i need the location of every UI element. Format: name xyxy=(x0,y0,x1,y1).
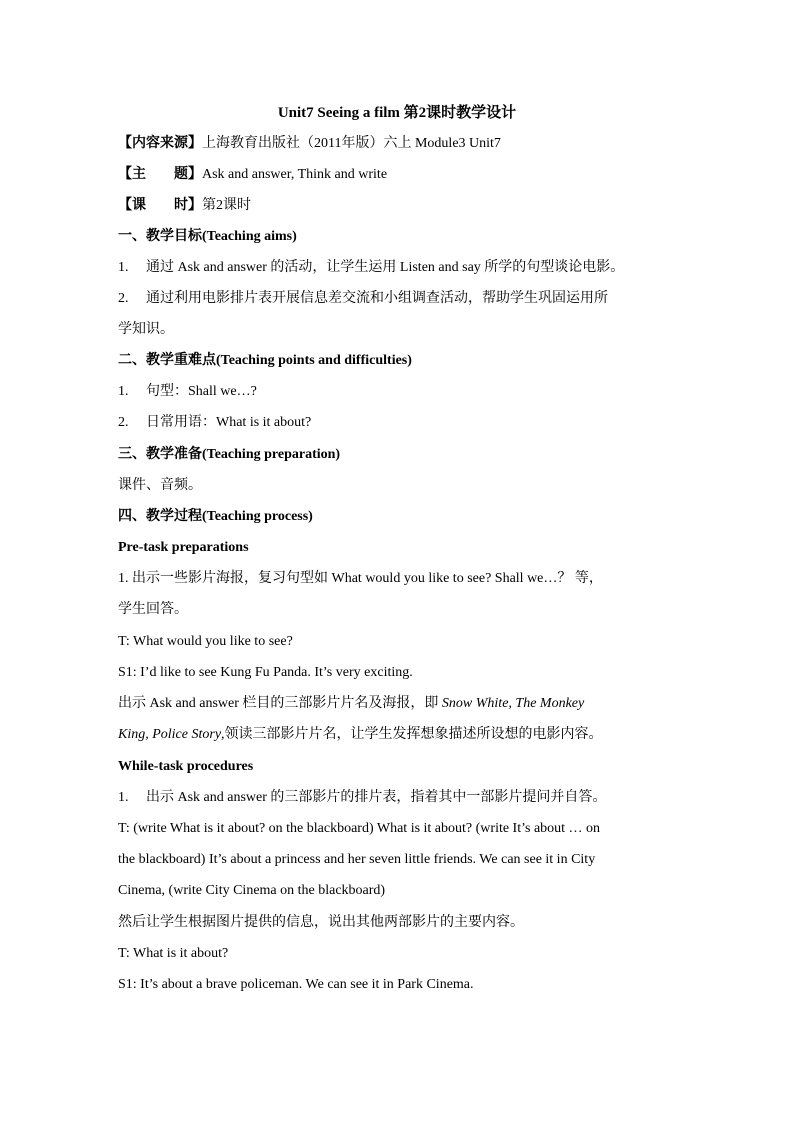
section1-item2-cont: 学知识。 xyxy=(118,322,174,337)
pre-task-student-line: S1: I’d like to see Kung Fu Panda. It’s very exciting. xyxy=(118,665,413,680)
section1-item2 xyxy=(118,289,608,309)
section2-item1 xyxy=(118,382,257,402)
item-number: 2. xyxy=(118,291,129,306)
period-label: 【课 时】 xyxy=(118,198,202,213)
item-text: 通过利用电影排片表开展信息差交流和小组调查活动，帮助学生巩固运用所 xyxy=(146,291,608,306)
meta-source xyxy=(118,134,501,154)
item-number: 1. xyxy=(118,790,129,805)
pre-task-step1-cont: 学生回答。 xyxy=(118,602,188,617)
meta-period xyxy=(118,196,251,216)
pre-task-step1: 1. 出示一些影片海报，复习句型如 What would you like to see? Shall we…？ 等， xyxy=(118,571,603,586)
period-value: 第2课时 xyxy=(202,198,251,213)
while-task-teacher-2: the blackboard) It’s about a princess and her seven little friends. We can see it in City xyxy=(118,852,596,867)
pre-task-paragraph-cont xyxy=(118,725,603,745)
while-task-heading: While-task procedures xyxy=(118,759,254,774)
source-label: 【内容来源】 xyxy=(118,136,202,151)
item-text: 日常用语：What is it about? xyxy=(146,415,312,430)
section3-heading: 三、教学准备(Teaching preparation) xyxy=(118,447,341,462)
section1-item1 xyxy=(118,258,624,278)
topic-label: 【主 题】 xyxy=(118,167,202,182)
pre-task-teacher-line: T: What would you like to see? xyxy=(118,634,293,649)
while-task-teacher-1: T: (write What is it about? on the blackboard) What is it about? (write It’s about … on xyxy=(118,821,601,836)
source-value: 上海教育出版社（2011年版）六上 Module3 Unit7 xyxy=(202,136,501,151)
item-text: 出示 Ask and answer 的三部影片的排片表，指着其中一部影片提问并自答。 xyxy=(146,790,607,805)
film-titles: King, Police Story xyxy=(118,727,222,742)
section2-heading: 二、教学重难点(Teaching points and difficulties) xyxy=(118,353,412,368)
topic-value: Ask and answer, Think and write xyxy=(202,167,388,182)
item-text: 通过 Ask and answer 的活动，让学生运用 Listen and say 所学的句型谈论电影。 xyxy=(146,260,625,275)
document-title: Unit7 Seeing a film 第2课时教学设计 xyxy=(277,105,517,121)
section1-heading: 一、教学目标(Teaching aims) xyxy=(118,229,297,244)
while-task-paragraph: 然后让学生根据图片提供的信息，说出其他两部影片的主要内容。 xyxy=(118,915,524,930)
pre-task-paragraph xyxy=(118,694,584,714)
item-text: 句型：Shall we…? xyxy=(146,384,257,399)
meta-topic xyxy=(118,165,387,185)
while-task-teacher-question: T: What is it about? xyxy=(118,946,229,961)
while-task-teacher-3: Cinema, (write City Cinema on the blackboard) xyxy=(118,883,386,898)
item-number: 1. xyxy=(118,384,129,399)
paragraph-text: ,领读三部影片片名，让学生发挥想象描述所设想的电影内容。 xyxy=(221,727,603,742)
paragraph-text: 出示 Ask and answer 栏目的三部影片片名及海报，即 xyxy=(118,696,442,711)
item-number: 1. xyxy=(118,260,129,275)
while-task-step1 xyxy=(118,788,606,808)
pre-task-heading: Pre-task preparations xyxy=(118,540,249,555)
item-number: 2. xyxy=(118,415,129,430)
section4-heading: 四、教学过程(Teaching process) xyxy=(118,509,313,524)
section3-text: 课件、音频。 xyxy=(118,478,202,493)
section2-item2 xyxy=(118,413,311,433)
film-titles: Snow White, The Monkey xyxy=(441,696,585,711)
while-task-student-answer: S1: It’s about a brave policeman. We can see it in Park Cinema. xyxy=(118,977,474,992)
